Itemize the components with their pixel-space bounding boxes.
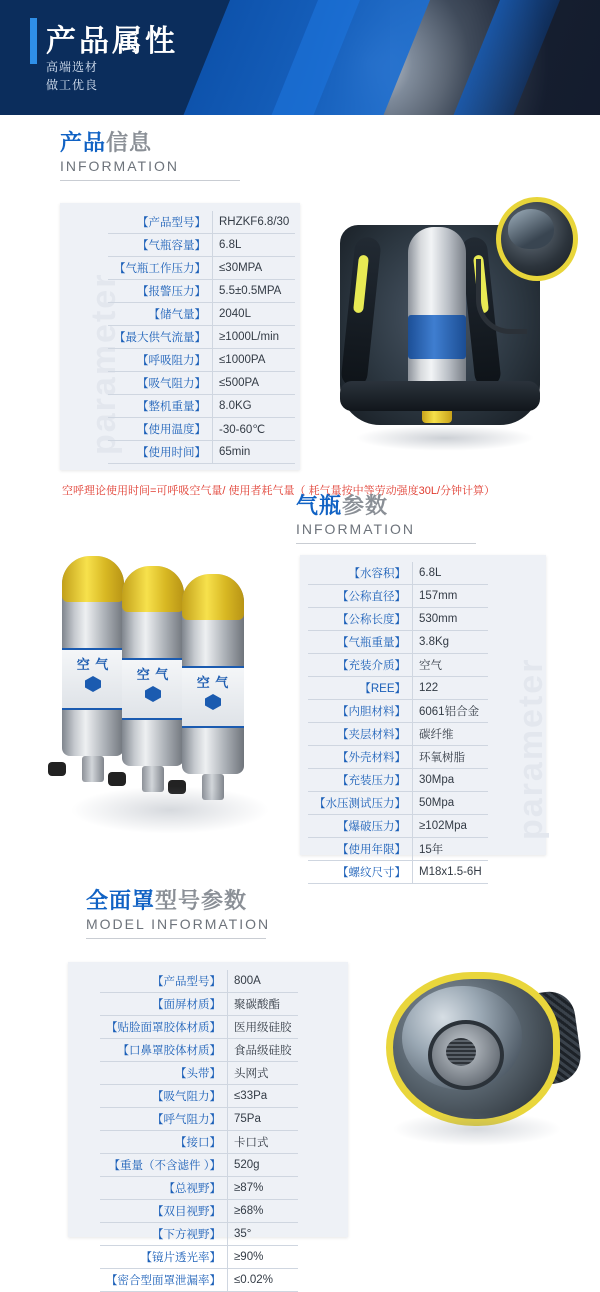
cylinder-2-knob xyxy=(108,772,126,786)
table-cell-key: 【内胆材料】 xyxy=(308,700,413,723)
table-cell-key: 【产品型号】 xyxy=(100,970,228,993)
table-cell-key: 【REE】 xyxy=(308,677,413,700)
table-cell-value: 530mm xyxy=(413,608,488,631)
section-heading-rule xyxy=(86,938,266,939)
table-cell-key: 【面屏材质】 xyxy=(100,993,228,1016)
table-cell-key: 【呼吸阻力】 xyxy=(108,349,213,372)
table-cell-value: 15年 xyxy=(413,838,488,861)
cylinder-2-label xyxy=(122,658,184,720)
banner-subtitle-line-2: 做工优良 xyxy=(46,78,99,92)
table-cell-value: 6.8L xyxy=(213,234,296,257)
table-cell-value: 头网式 xyxy=(228,1062,298,1085)
table-cell-value: 空气 xyxy=(413,654,488,677)
table-cell-value: 520g xyxy=(228,1154,298,1177)
section-heading-cn xyxy=(296,493,476,519)
table-cell-value: ≥90% xyxy=(228,1246,298,1269)
cylinder-3-cap xyxy=(182,574,244,620)
table-row xyxy=(108,280,295,303)
table-cell-value: 35° xyxy=(228,1223,298,1246)
table-cell-key: 【吸气阻力】 xyxy=(108,372,213,395)
table-row xyxy=(108,372,295,395)
table-row xyxy=(308,585,488,608)
table-cell-value: ≥1000L/min xyxy=(213,326,296,349)
table-row xyxy=(308,838,488,861)
table-cell-key: 【重量（不含滤件 ）】 xyxy=(100,1154,228,1177)
table-cell-key: 【公称长度】 xyxy=(308,608,413,631)
table-row xyxy=(308,723,488,746)
banner-subtitle xyxy=(46,58,98,94)
table-cell-key: 【水容积】 xyxy=(308,562,413,585)
cylinder-1-label xyxy=(62,648,124,710)
cylinder-params-watermark: parameter xyxy=(512,657,550,840)
section-heading-rule xyxy=(60,180,240,181)
table-cell-value: 75Pa xyxy=(228,1108,298,1131)
cylinder-1-knob xyxy=(48,762,66,776)
cylinder-1-label-text: 空 气 xyxy=(76,657,110,672)
section-heading-cn xyxy=(60,130,240,156)
table-row xyxy=(308,631,488,654)
product-photo-full-face-mask xyxy=(372,962,582,1162)
section-heading-en: INFORMATION xyxy=(296,521,415,537)
table-cell-key: 【最大供气流量】 xyxy=(108,326,213,349)
table-cell-key: 【螺纹尺寸】 xyxy=(308,861,413,884)
table-cell-value: 食品级硅胶 xyxy=(228,1039,298,1062)
table-cell-key: 【接口】 xyxy=(100,1131,228,1154)
table-cell-key: 【公称直径】 xyxy=(308,585,413,608)
cylinder-3 xyxy=(182,574,244,774)
table-cell-key: 【下方视野】 xyxy=(100,1223,228,1246)
table-row xyxy=(308,815,488,838)
mask-filter-port xyxy=(446,1038,476,1066)
table-cell-key: 【充装压力】 xyxy=(308,769,413,792)
table-row xyxy=(308,746,488,769)
table-cell-key: 【贴脸面罩胶体材质】 xyxy=(100,1016,228,1039)
table-row xyxy=(108,303,295,326)
table-cell-value: ≤33Pa xyxy=(228,1085,298,1108)
table-row xyxy=(308,677,488,700)
table-cell-value: 3.8Kg xyxy=(413,631,488,654)
table-cell-value: 2040L xyxy=(213,303,296,326)
banner-accent-bar xyxy=(30,18,37,64)
table-cell-key: 【爆破压力】 xyxy=(308,815,413,838)
cylinder-3-label xyxy=(182,666,244,728)
cylinder-params-table xyxy=(308,562,488,884)
table-cell-value: 卡口式 xyxy=(228,1131,298,1154)
table-row xyxy=(100,970,298,993)
table-cell-value: ≤500PA xyxy=(213,372,296,395)
table-cell-key: 【报警压力】 xyxy=(108,280,213,303)
section-heading-cn xyxy=(86,888,270,914)
product-info-note: 空呼理论使用时间=可呼吸空气量/ 使用者耗气量（ 耗气量按中等劳动强度30L/分钟计算） xyxy=(62,485,495,497)
section-heading-cylinder-parameters xyxy=(296,493,476,544)
table-row xyxy=(100,1016,298,1039)
table-row xyxy=(100,1200,298,1223)
section-heading-product-information xyxy=(60,130,240,181)
table-row xyxy=(100,1269,298,1292)
table-row xyxy=(100,1062,298,1085)
product-photo-cylinders xyxy=(62,548,277,848)
banner-title: 产品属性 xyxy=(46,25,178,58)
table-cell-value: ≥102Mpa xyxy=(413,815,488,838)
cylinder-1-cap xyxy=(62,556,124,602)
table-cell-key: 【产品型号】 xyxy=(108,211,213,234)
table-cell-key: 【整机重量】 xyxy=(108,395,213,418)
table-row xyxy=(108,349,295,372)
cylinder-1-valve xyxy=(82,756,104,782)
table-cell-key: 【气瓶重量】 xyxy=(308,631,413,654)
mask-photo-shadow xyxy=(392,1112,562,1146)
table-row xyxy=(308,654,488,677)
cylinder-2-label-text: 空 气 xyxy=(136,667,170,682)
section-heading-cn-primary: 产品 xyxy=(60,130,107,155)
table-row xyxy=(108,418,295,441)
table-cell-key: 【双目视野】 xyxy=(100,1200,228,1223)
scba-mask-lens xyxy=(508,209,554,249)
table-cell-value: 30Mpa xyxy=(413,769,488,792)
scba-photo-shadow xyxy=(355,425,535,451)
table-cell-value: -30-60℃ xyxy=(213,418,296,441)
cylinder-2-logo-icon xyxy=(145,686,161,702)
table-cell-key: 【气瓶工作压力】 xyxy=(108,257,213,280)
table-row xyxy=(100,1039,298,1062)
table-cell-key: 【使用年限】 xyxy=(308,838,413,861)
table-cell-key: 【呼气阻力】 xyxy=(100,1108,228,1131)
table-cell-key: 【总视野】 xyxy=(100,1177,228,1200)
table-cell-key: 【储气量】 xyxy=(108,303,213,326)
table-cell-value: 800A xyxy=(228,970,298,993)
table-cell-value: M18x1.5-6H xyxy=(413,861,488,884)
table-row xyxy=(100,1154,298,1177)
table-cell-key: 【水压测试压力】 xyxy=(308,792,413,815)
cylinder-1-logo-icon xyxy=(85,676,101,692)
page-banner xyxy=(0,0,600,115)
table-cell-key: 【吸气阻力】 xyxy=(100,1085,228,1108)
table-row xyxy=(100,1223,298,1246)
product-info-watermark: parameter xyxy=(85,272,123,455)
table-cell-key: 【头带】 xyxy=(100,1062,228,1085)
scba-cylinder-label xyxy=(408,315,466,359)
section-heading-cn-primary: 气瓶 xyxy=(296,493,343,518)
table-cell-value: RHZKF6.8/30 xyxy=(213,211,296,234)
table-cell-value: 8.0KG xyxy=(213,395,296,418)
table-row xyxy=(308,700,488,723)
table-row xyxy=(100,1177,298,1200)
section-heading-cn-secondary: 信息 xyxy=(106,130,153,155)
table-cell-value: 医用级硅胶 xyxy=(228,1016,298,1039)
table-row xyxy=(308,769,488,792)
table-cell-value: 碳纤维 xyxy=(413,723,488,746)
cylinders-photo-shadow xyxy=(70,786,270,834)
table-row xyxy=(100,1246,298,1269)
section-heading-en: INFORMATION xyxy=(60,158,179,174)
table-row xyxy=(108,257,295,280)
table-cell-value: 5.5±0.5MPA xyxy=(213,280,296,303)
table-cell-key: 【密合型面罩泄漏率】 xyxy=(100,1269,228,1292)
cylinder-3-label-text: 空 气 xyxy=(196,675,230,690)
table-cell-value: 6.8L xyxy=(413,562,488,585)
table-row xyxy=(308,562,488,585)
cylinder-2-cap xyxy=(122,566,184,612)
table-row xyxy=(108,441,295,464)
table-row xyxy=(108,211,295,234)
table-cell-value: 157mm xyxy=(413,585,488,608)
table-cell-key: 【气瓶容量】 xyxy=(108,234,213,257)
banner-subtitle-line-1: 高端选材 xyxy=(46,60,99,74)
table-row xyxy=(108,234,295,257)
table-cell-value: ≤0.02% xyxy=(228,1269,298,1292)
table-cell-value: ≤1000PA xyxy=(213,349,296,372)
table-row xyxy=(108,326,295,349)
table-row xyxy=(308,861,488,884)
table-cell-key: 【镜片透光率】 xyxy=(100,1246,228,1269)
table-cell-key: 【口鼻罩胶体材质】 xyxy=(100,1039,228,1062)
table-cell-value: 6061铝合金 xyxy=(413,700,488,723)
table-row xyxy=(308,792,488,815)
cylinder-2 xyxy=(122,566,184,766)
cylinder-3-logo-icon xyxy=(205,694,221,710)
table-row xyxy=(100,1108,298,1131)
section-heading-cn-secondary: 参数 xyxy=(342,493,389,518)
product-info-table xyxy=(108,211,295,464)
table-cell-key: 【夹层材料】 xyxy=(308,723,413,746)
section-heading-cn-primary: 全面罩 xyxy=(86,888,156,913)
table-cell-key: 【使用时间】 xyxy=(108,441,213,464)
table-cell-value: 聚碳酸酯 xyxy=(228,993,298,1016)
table-row xyxy=(308,608,488,631)
table-cell-value: 122 xyxy=(413,677,488,700)
mask-params-table xyxy=(100,970,298,1292)
table-cell-value: ≤30MPA xyxy=(213,257,296,280)
table-cell-value: ≥87% xyxy=(228,1177,298,1200)
table-cell-key: 【外壳材料】 xyxy=(308,746,413,769)
table-row xyxy=(100,1131,298,1154)
cylinder-1 xyxy=(62,556,124,756)
table-cell-value: 65min xyxy=(213,441,296,464)
table-cell-value: 50Mpa xyxy=(413,792,488,815)
section-heading-cn-secondary: 型号参数 xyxy=(155,888,248,913)
scba-waist-belt xyxy=(340,381,540,411)
table-cell-value: ≥68% xyxy=(228,1200,298,1223)
table-cell-key: 【使用温度】 xyxy=(108,418,213,441)
section-heading-en: MODEL INFORMATION xyxy=(86,916,271,932)
table-cell-key: 【充装介质】 xyxy=(308,654,413,677)
product-photo-scba-set xyxy=(300,185,590,485)
table-row xyxy=(100,993,298,1016)
table-row xyxy=(100,1085,298,1108)
section-heading-rule xyxy=(296,543,476,544)
section-heading-mask-parameters xyxy=(86,888,270,939)
table-row xyxy=(108,395,295,418)
table-cell-value: 环氧树脂 xyxy=(413,746,488,769)
